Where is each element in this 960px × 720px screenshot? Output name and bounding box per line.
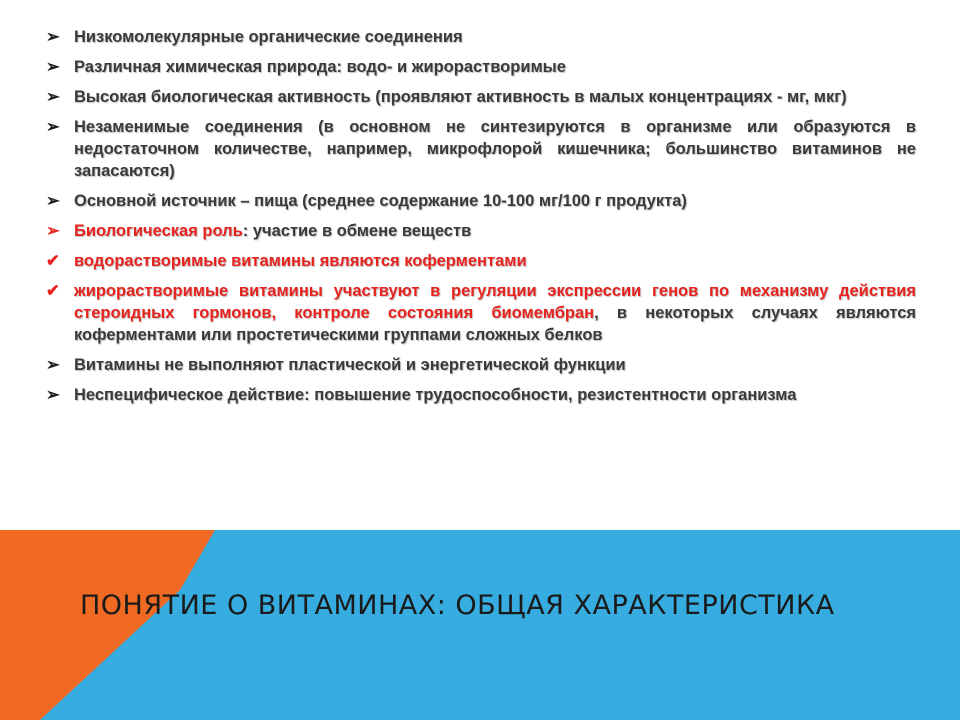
list-item bbox=[46, 116, 916, 182]
item-text: Незаменимые соединения (в основном не синтезируются в организме или образуются в недостаточном количестве, например, микрофлорой кишечника; большинство витаминов не запасаются) bbox=[74, 118, 916, 180]
list-item bbox=[46, 280, 916, 346]
arrow-bullet-icon: ➢ bbox=[46, 118, 60, 136]
arrow-bullet-icon: ➢ bbox=[46, 386, 60, 404]
item-text: Витамины не выполняют пластической и энергетической функции bbox=[74, 356, 626, 374]
item-text: Высокая биологическая активность (проявляют активность в малых концентрациях - мг, мкг) bbox=[74, 88, 847, 106]
arrow-bullet-icon: ➢ bbox=[46, 88, 60, 106]
arrow-bullet-icon: ➢ bbox=[46, 356, 60, 374]
arrow-bullet-icon: ➢ bbox=[46, 58, 60, 76]
list-item bbox=[46, 384, 916, 406]
item-text: , в некоторых случаях являются коферментами или простетическими группами сложных белков bbox=[74, 304, 916, 344]
list-item bbox=[46, 86, 916, 108]
item-text: Неспецифическое действие: повышение трудоспособности, резистентности организма bbox=[74, 386, 797, 404]
red-check-bullet-icon: ✔ bbox=[46, 282, 60, 300]
list-item bbox=[46, 354, 916, 376]
list-item bbox=[46, 26, 916, 48]
red-check-bullet-icon: ✔ bbox=[46, 252, 60, 270]
list-item bbox=[46, 220, 916, 242]
item-text: : участие в обмене веществ bbox=[242, 222, 472, 240]
item-highlight: водорастворимые витамины являются коферментами bbox=[74, 252, 527, 270]
slide-title: ПОНЯТИЕ О ВИТАМИНАХ: ОБЩАЯ ХАРАКТЕРИСТИКА bbox=[80, 590, 835, 621]
list-item bbox=[46, 250, 916, 272]
arrow-bullet-icon: ➢ bbox=[46, 192, 60, 210]
bullet-list bbox=[46, 26, 916, 414]
decorative-footer-background bbox=[0, 530, 960, 720]
item-highlight: жирорастворимые витамины участвуют в регуляции экспрессии генов по механизму действия стероидных гормонов, контроле состояния биомембран bbox=[74, 282, 916, 322]
item-highlight: Биологическая роль bbox=[74, 222, 243, 240]
list-item bbox=[46, 56, 916, 78]
red-arrow-bullet-icon: ➢ bbox=[46, 222, 60, 240]
item-text: Основной источник – пища (среднее содержание 10-100 мг/100 г продукта) bbox=[74, 192, 687, 210]
item-text: Низкомолекулярные органические соединения bbox=[74, 28, 463, 46]
item-text: Различная химическая природа: водо- и жирорастворимые bbox=[74, 58, 566, 76]
arrow-bullet-icon: ➢ bbox=[46, 28, 60, 46]
list-item bbox=[46, 190, 916, 212]
